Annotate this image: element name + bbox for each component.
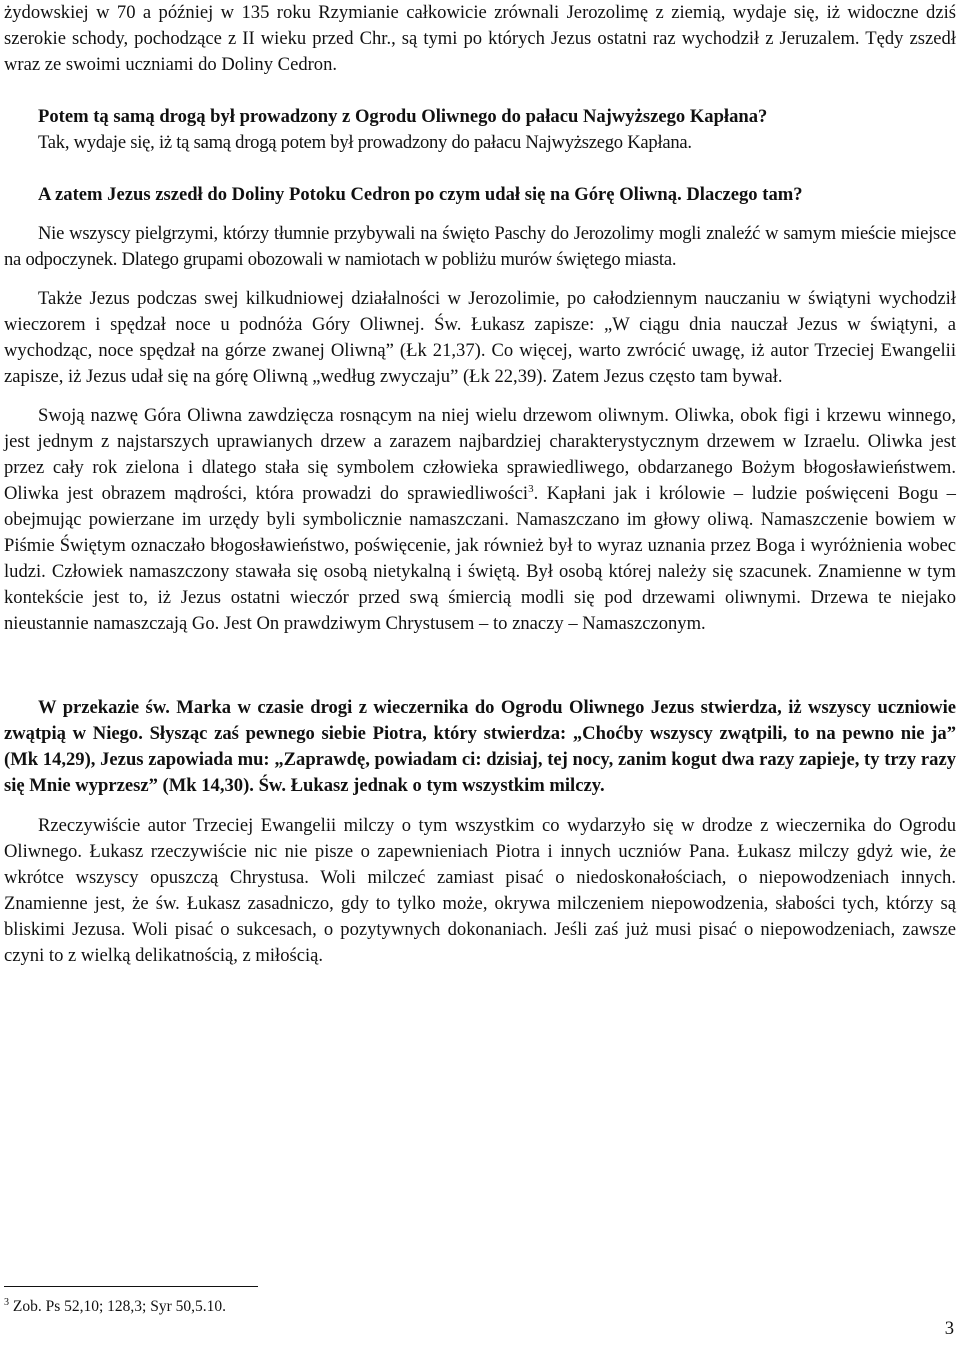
- footnote-text: Zob. Ps 52,10; 128,3; Syr 50,5.10.: [12, 1298, 227, 1315]
- answer-text: . Kapłani jak i królowie – ludzie poświęceni Bogu – obejmując powierzane im urzędy byli symbolicznie namaszczani. Namaszczano im głowy oliwą. Namaszczenie bowiem w Piśmie Świętym oznaczało błogosławieństwo, poświęcenie, jak również był to wyraz uznania przez Boga i wyróżnienia wobec ludzi. Człowiek namaszczony stawała się osobą nietykalną i świętą. Był osobą której należy się szacunek. Znamienne w tym kontekście jest to, iż Jezus ostatni wieczór przed swą śmiercią modli się pod drzewami oliwnymi. Drzewa te niejako nieustannie namaszczają Go. Jest On prawdziwym Chrystusem – to znaczy – Namaszczonym.: [4, 483, 956, 634]
- answer-text: Swoją nazwę Góra Oliwna zawdzięcza rosnącym na niej wielu drzewom oliwnym. Oliwka, obok figi i krzewu winnego, jest jednym z najstarszych uprawianych drzew a zarazem najbardziej charakterystycznym drzewem w Izraelu. Oliwka jest przez cały rok zielona i dlatego stała się symbolem człowieka sprawiedliwego, obdarzanego Bożym błogosławieństwem. Oliwka jest obrazem mądrości, która prowadzi do sprawiedliwości: [4, 405, 956, 504]
- answer-paragraph: Tak, wydaje się, iż tą samą drogą potem był prowadzony do pałacu Najwyższego Kapłana.: [38, 132, 692, 153]
- question-heading: W przekazie św. Marka w czasie drogi z wieczernika do Ogrodu Oliwnego Jezus stwierdza, iż wszyscy uczniowie zwątpią w Niego. Słysząc zaś pewnego siebie Piotra, który stwierdza: „Choćby wszyscy zwątpili, to na pewno nie ja” (Mk 14,29), Jezus zapowiada mu: „Zaprawdę, powiadam ci: dzisiaj, tej nocy, zanim kogut dwa razy zapieje, ty trzy razy się Mnie wyprzesz” (Mk 14,30). Św. Łukasz jednak o tym wszystkim milczy.: [4, 697, 956, 796]
- answer-paragraph: Rzeczywiście autor Trzeciej Ewangelii milczy o tym wszystkim co wydarzyło się w drodze z wieczernika do Ogrodu Oliwnego. Łukasz rzeczywiście nic nie pisze o zapewnieniach Piotra i innych uczniów Pana. Łukasz milczy gdyż wie, że wkrótce wszyscy opuszczą Chrystusa. Woli milczeć zamiast pisać o niedoskonałościach, o niepowodzeniach innych. Znamienne jest, że św. Łukasz zasadniczo, gdy to tylko może, okrywa milczeniem niepowodzenia, słabości tych, którzy są bliskimi Jezusa. Woli pisać o sukcesach, o pozytywnych dokonaniach. Jeśli zaś już musi pisać o niepowodzeniach, zawsze czyni to z wielką delikatnością, z miłością.: [4, 815, 956, 966]
- footnote: [4, 1296, 226, 1318]
- answer-paragraph: Nie wszyscy pielgrzymi, którzy tłumnie przybywali na święto Paschy do Jerozolimy mogli znaleźć w samym mieście miejsce na odpoczynek. Dlatego grupami obozowali w namiotach w pobliżu murów świętego miasta.: [4, 223, 956, 270]
- question-heading: A zatem Jezus zszedł do Doliny Potoku Cedron po czym udał się na Górę Oliwną. Dlaczego tam?: [38, 184, 803, 205]
- question-heading: Potem tą samą drogą był prowadzony z Ogrodu Oliwnego do pałacu Najwyższego Kapłana?: [38, 106, 768, 127]
- footnote-separator: [4, 1286, 258, 1287]
- answer-paragraph: Także Jezus podczas swej kilkudniowej działalności w Jerozolimie, po całodziennym nauczaniu w świątyni wychodził wieczorem i spędzał noce u podnóża Góry Oliwnej. Św. Łukasz zapisze: „W ciągu dnia nauczał Jezus w świątyni, a wychodząc, noce spędzał na górze zwanej Oliwną” (Łk 21,37). Co więcej, warto zwrócić uwagę, iż autor Trzeciej Ewangelii zapisze, iż Jezus udał się na górę Oliwną „według zwyczaju” (Łk 22,39). Zatem Jezus często tam bywał.: [4, 288, 956, 387]
- footnote-reference: 3: [528, 483, 534, 495]
- page-number: 3: [944, 1318, 954, 1339]
- answer-paragraph: [4, 403, 956, 637]
- footnote-marker: 3: [4, 1297, 9, 1308]
- paragraph-continued: żydowskiej w 70 a później w 135 roku Rzymianie całkowicie zrównali Jerozolimę z ziemią, wydaje się, iż widoczne dziś szerokie schody, pochodzące z II wieku przed Chr., są tymi po których Jezus ostatni raz wychodził z Jeruzalem. Tędy zszedł wraz ze swoimi uczniami do Doliny Cedron.: [4, 2, 956, 75]
- document-page: [4, 0, 956, 969]
